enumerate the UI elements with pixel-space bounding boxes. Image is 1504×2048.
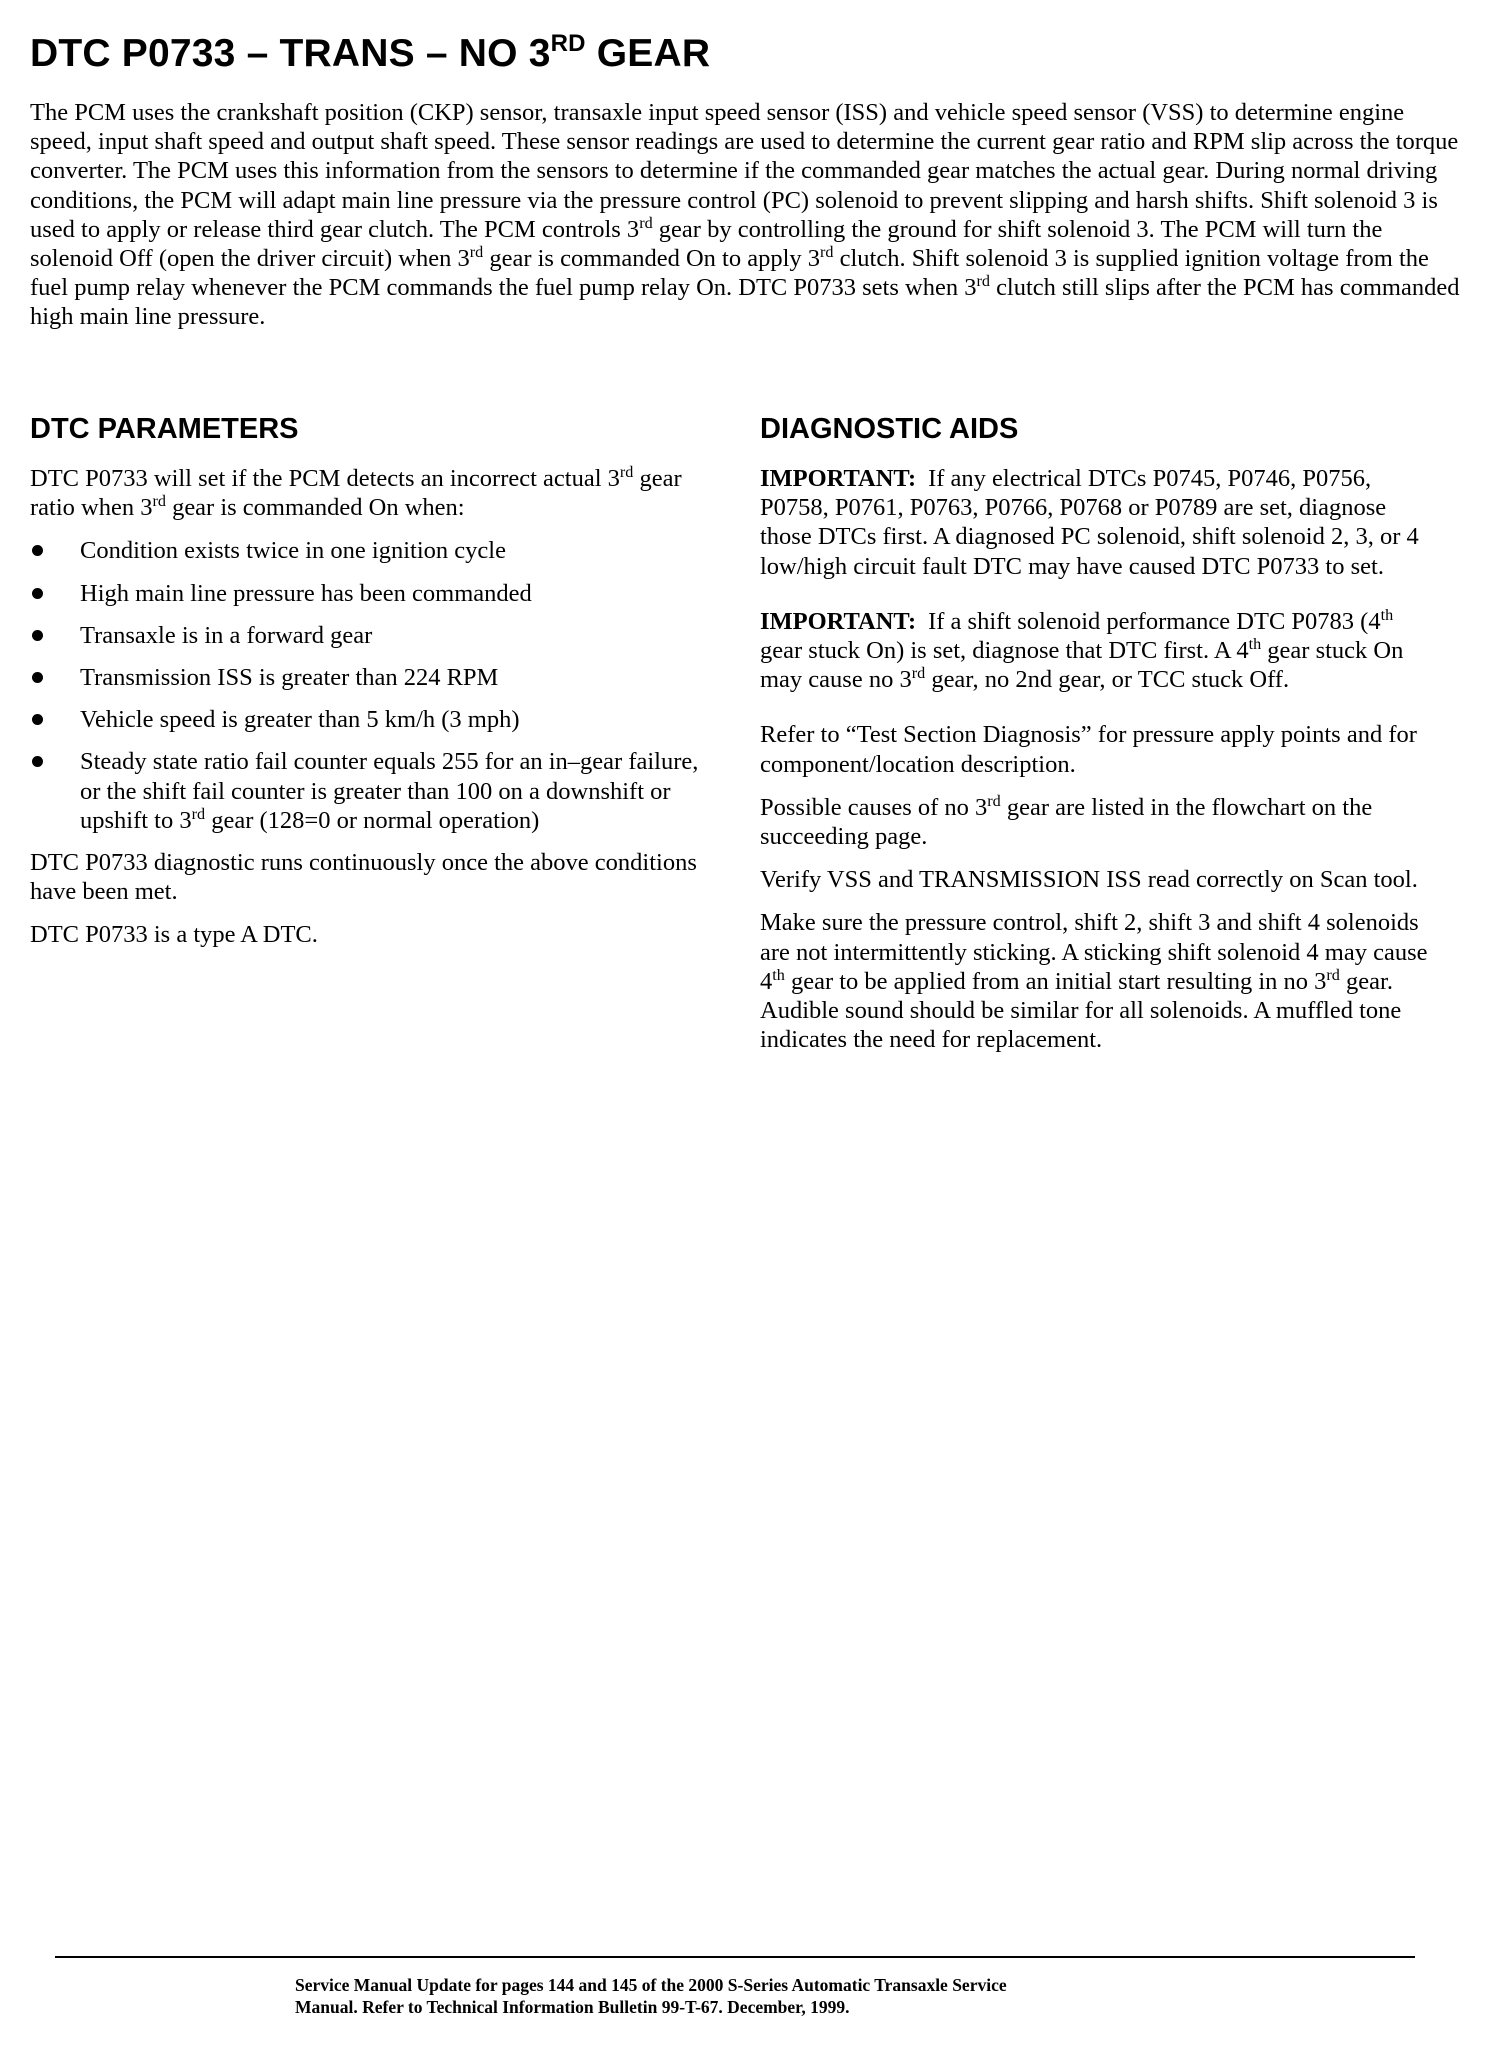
bullet-icon bbox=[32, 672, 43, 683]
list-item: Vehicle speed is greater than 5 km/h (3 mph) bbox=[30, 705, 710, 734]
important-note-1: IMPORTANT: If any electrical DTCs P0745, P0746, P0756, P0758, P0761, P0763, P0766, P0768 or P0789 are set, diagnose those DTCs first. A diagnosed PC solenoid, shift solenoid 2, 3, or 4 low/high circuit fault DTC may have caused DTC P0733 to set. bbox=[760, 465, 1419, 580]
dtc-parameters-section bbox=[30, 404, 710, 964]
refer-paragraph: Refer to “Test Section Diagnosis” for pressure apply points and for component/location description. bbox=[760, 721, 1417, 778]
footer-divider bbox=[55, 1956, 1415, 1958]
list-item: High main line pressure has been commanded bbox=[30, 579, 710, 608]
intro-paragraph: The PCM uses the crankshaft position (CKP) sensor, transaxle input speed sensor (ISS) and vehicle speed sensor (VSS) to determine engine speed, input shaft speed and output shaft speed. These sensor readings are used to determine the current gear ratio and RPM slip across the torque converter. The PCM uses this information from the sensors to determine if the commanded gear matches the actual gear. During normal driving conditions, the PCM will adapt main line pressure via the pressure control (PC) solenoid to prevent slipping and harsh shifts. Shift solenoid 3 is used to apply or release third gear clutch. The PCM controls 3rd gear by controlling the ground for shift solenoid 3. The PCM will turn the solenoid Off (open the driver circuit) when 3rd gear is commanded On to apply 3rd clutch. Shift solenoid 3 is supplied ignition voltage from the fuel pump relay whenever the PCM commands the fuel pump relay On. DTC P0733 sets when 3rd clutch still slips after the PCM has commanded high main line pressure. bbox=[30, 99, 1460, 331]
footer-line-1: Service Manual Update for pages 144 and 145 of the 2000 S-Series Automatic Transaxle Service bbox=[295, 1975, 1007, 1995]
dtc-parameters-runs: DTC P0733 diagnostic runs continuously once the above conditions have been met. bbox=[30, 849, 697, 906]
dtc-parameters-list bbox=[30, 536, 710, 835]
list-item: Transmission ISS is greater than 224 RPM bbox=[30, 663, 710, 692]
important-label: IMPORTANT: bbox=[760, 465, 917, 492]
bullet-icon bbox=[32, 545, 43, 556]
verify-paragraph: Verify VSS and TRANSMISSION ISS read correctly on Scan tool. bbox=[760, 866, 1418, 894]
important-note-2: IMPORTANT: If a shift solenoid performance DTC P0783 (4th gear stuck On) is set, diagnose that DTC first. A 4th gear stuck On may cause no 3rd gear, no 2nd gear, or TCC stuck Off. bbox=[760, 606, 1404, 694]
possible-causes-paragraph: Possible causes of no 3rd gear are listed in the flowchart on the succeeding page. bbox=[760, 792, 1373, 851]
dtc-parameters-heading: DTC PARAMETERS bbox=[30, 413, 299, 445]
bullet-icon bbox=[32, 756, 43, 767]
footer-line-2: Manual. Refer to Technical Information Bulletin 99-T-67. December, 1999. bbox=[295, 1997, 850, 2017]
bullet-icon bbox=[32, 588, 43, 599]
diagnostic-aids-section bbox=[760, 404, 1430, 1068]
page-title bbox=[30, 28, 1470, 80]
bullet-icon bbox=[32, 630, 43, 641]
diagnostic-aids-heading: DIAGNOSTIC AIDS bbox=[760, 413, 1019, 445]
list-item: Steady state ratio fail counter equals 255 for an in–gear failure, or the shift fail counter is greater than 100 on a downshift or upshift to 3rd gear (128=0 or normal operation) bbox=[30, 747, 710, 835]
page-title-superscript: RD bbox=[550, 30, 586, 57]
page-title-tail: GEAR bbox=[585, 32, 711, 75]
page-title-text: DTC P0733 – TRANS – NO 3 bbox=[30, 32, 551, 75]
bullet-icon bbox=[32, 714, 43, 725]
list-item: Transaxle is in a forward gear bbox=[30, 621, 710, 650]
make-sure-paragraph: Make sure the pressure control, shift 2, shift 3 and shift 4 solenoids are not intermittently sticking. A sticking shift solenoid 4 may cause 4th gear to be applied from an initial start resulting in no 3rd gear. Audible sound should be similar for all solenoids. A muffled tone indicates the need for replacement. bbox=[760, 909, 1428, 1054]
dtc-parameters-lead: DTC P0733 will set if the PCM detects an incorrect actual 3rd gear ratio when 3rd gear is commanded On when: bbox=[30, 463, 682, 522]
important-label: IMPORTANT: bbox=[760, 607, 917, 635]
footer-note bbox=[295, 1974, 1295, 2018]
dtc-parameters-type: DTC P0733 is a type A DTC. bbox=[30, 921, 318, 949]
list-item: Condition exists twice in one ignition cycle bbox=[30, 536, 710, 565]
